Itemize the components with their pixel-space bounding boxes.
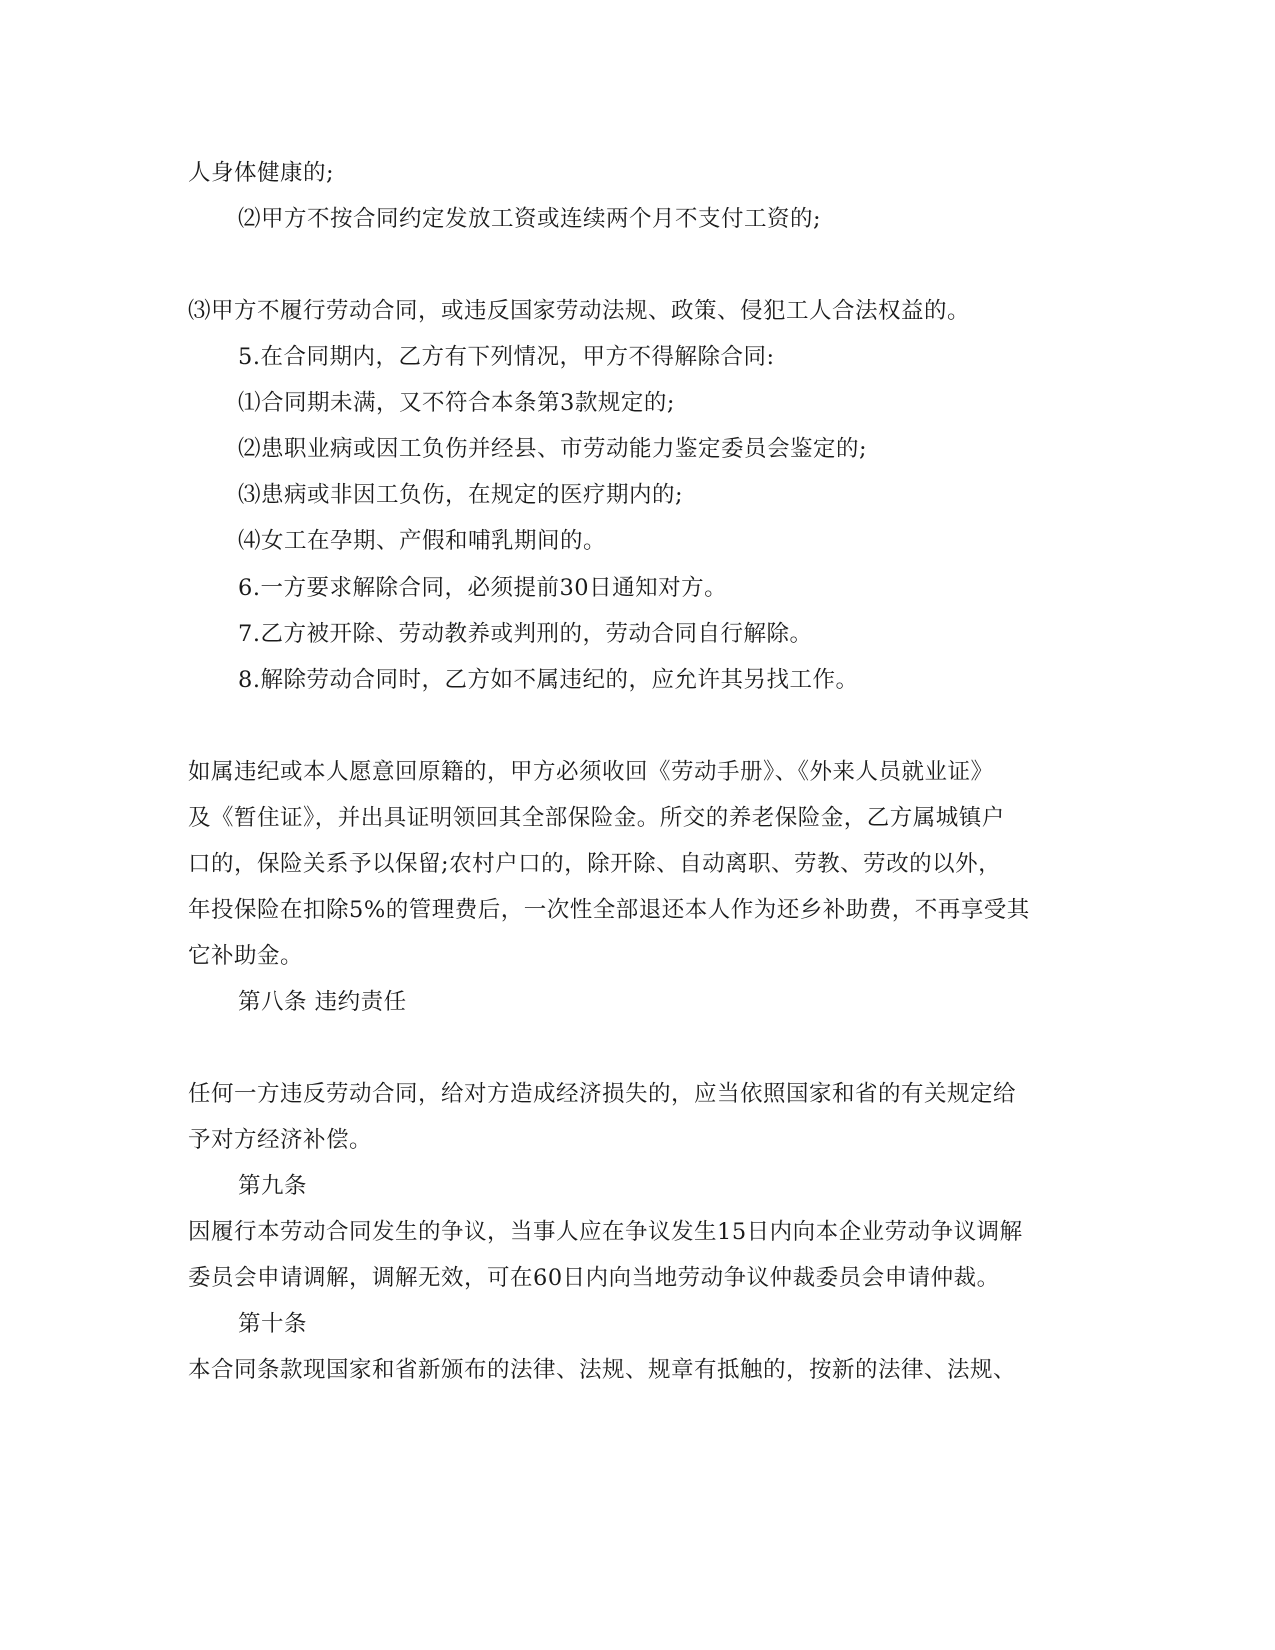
section-heading: 第十条 bbox=[238, 1311, 308, 1337]
text-line: 8.解除劳动合同时，乙方如不属违纪的，应允许其另找工作。 bbox=[238, 667, 859, 693]
text-line: 它补助金。 bbox=[188, 943, 304, 969]
text-line: 委员会申请调解，调解无效，可在60日内向当地劳动争议仲裁委员会申请仲裁。 bbox=[188, 1265, 1000, 1291]
text-line: 及《暂住证》，并出具证明领回其全部保险金。所交的养老保险金，乙方属城镇户 bbox=[188, 805, 1005, 831]
section-heading: 第九条 bbox=[238, 1173, 308, 1199]
text-line: 任何一方违反劳动合同，给对方造成经济损失的，应当依照国家和省的有关规定给 bbox=[188, 1081, 1017, 1107]
text-line: ⑵患职业病或因工负伤并经县、市劳动能力鉴定委员会鉴定的; bbox=[238, 436, 868, 462]
text-line: ⑷女工在孕期、产假和哺乳期间的。 bbox=[238, 528, 607, 554]
text-line: ⑴合同期未满，又不符合本条第3款规定的; bbox=[238, 390, 675, 416]
text-line: 5.在合同期内，乙方有下列情况，甲方不得解除合同: bbox=[238, 344, 775, 370]
text-line: 6.一方要求解除合同，必须提前30日通知对方。 bbox=[238, 575, 728, 601]
text-line: 予对方经济补偿。 bbox=[188, 1127, 373, 1153]
text-line: 年投保险在扣除5%的管理费后，一次性全部退还本人作为还乡补助费，不再享受其 bbox=[188, 897, 1030, 923]
text-line: 人身体健康的; bbox=[188, 160, 335, 186]
text-line: ⑶患病或非因工负伤，在规定的医疗期内的; bbox=[238, 482, 684, 508]
section-heading: 第八条 违约责任 bbox=[238, 989, 407, 1015]
text-line: 口的，保险关系予以保留;农村户口的，除开除、自动离职、劳教、劳改的以外， bbox=[188, 851, 1002, 877]
text-line: 本合同条款现国家和省新颁布的法律、法规、规章有抵触的，按新的法律、法规、 bbox=[188, 1357, 1017, 1383]
text-line: 因履行本劳动合同发生的争议，当事人应在争议发生15日内向本企业劳动争议调解 bbox=[188, 1219, 1023, 1245]
text-line: 如属违纪或本人愿意回原籍的，甲方必须收回《劳动手册》、《外来人员就业证》 bbox=[188, 759, 994, 785]
text-line: ⑵甲方不按合同约定发放工资或连续两个月不支付工资的; bbox=[238, 206, 822, 232]
text-line: ⑶甲方不履行劳动合同，或违反国家劳动法规、政策、侵犯工人合法权益的。 bbox=[188, 298, 971, 324]
text-line: 7.乙方被开除、劳动教养或判刑的，劳动合同自行解除。 bbox=[238, 621, 813, 647]
